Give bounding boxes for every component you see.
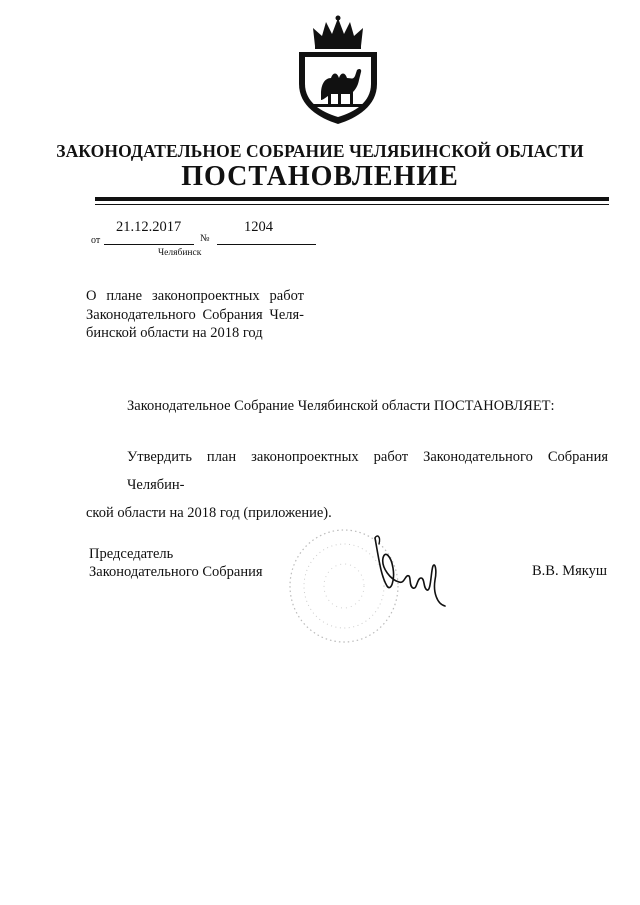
number-underline — [217, 244, 316, 245]
document-date: 21.12.2017 — [116, 219, 182, 235]
subject-line: бинской области на 2018 год — [86, 325, 263, 341]
document-number: 1204 — [244, 219, 273, 235]
resolution-preamble: Законодательное Собрание Челябинской области ПОСТАНОВЛЯЕТ: — [127, 398, 555, 414]
decision-paragraph — [86, 443, 608, 527]
decision-line: Утвердить план законопроектных работ Законодательного Собрания Челябин- — [127, 449, 608, 493]
crown-icon — [313, 16, 363, 50]
subject-line: Законодательного Собрания Челя- — [86, 306, 304, 323]
signatory-role — [89, 545, 263, 581]
signatory-role-line: Законодательного Собрания — [89, 564, 263, 580]
coat-of-arms-icon — [295, 14, 381, 126]
document-type-title: ПОСТАНОВЛЕНИЕ — [181, 161, 459, 192]
document-subject — [86, 287, 304, 343]
organization-title: ЗАКОНОДАТЕЛЬНОЕ СОБРАНИЕ ЧЕЛЯБИНСКОЙ ОБЛАСТИ — [56, 141, 584, 161]
header-divider-thin — [95, 204, 609, 205]
decision-line: ской области на 2018 год (приложение). — [86, 505, 332, 521]
subject-line: О плане законопроектных работ — [86, 288, 304, 304]
date-underline — [104, 244, 194, 245]
number-label: № — [200, 233, 210, 244]
date-label: от — [91, 235, 101, 246]
city-label: Челябинск — [158, 248, 202, 258]
signatory-name: В.В. Мякуш — [532, 563, 608, 579]
header-divider-thick — [95, 197, 609, 201]
signatory-role-line: Председатель — [89, 546, 174, 562]
handwritten-signature-icon — [365, 530, 455, 612]
